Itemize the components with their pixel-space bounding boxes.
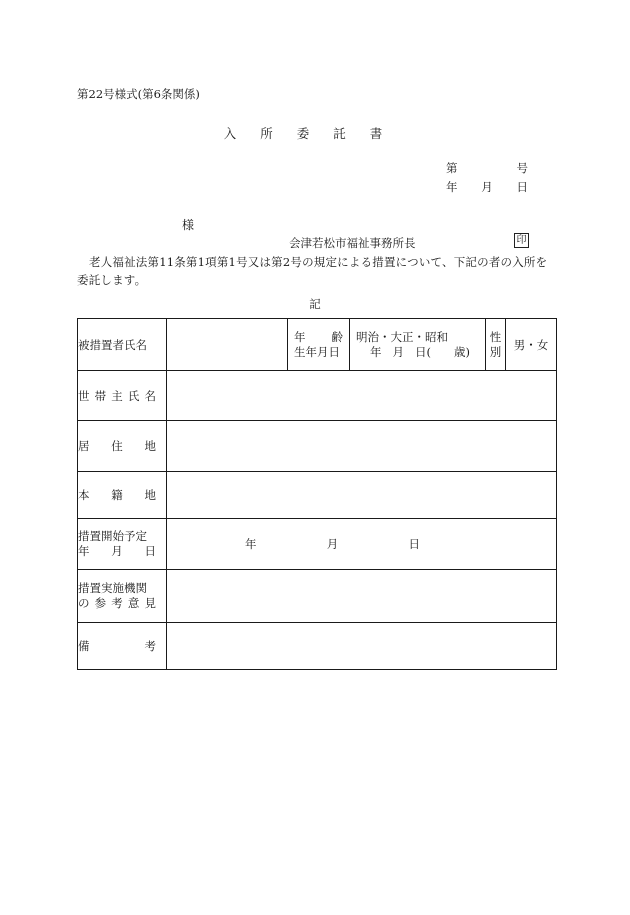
- domicile-label: 本 籍 地: [78, 472, 167, 519]
- doc-date-day: 日: [516, 180, 528, 194]
- remarks-label: 備 考: [78, 623, 167, 670]
- seal-mark: 印: [514, 233, 529, 248]
- addressee-suffix: 様: [182, 218, 195, 232]
- body-text: 老人福祉法第11条第1項第1号又は第2号の規定による措置について、下記の者の入所を委託します。: [77, 255, 548, 287]
- opinion-field[interactable]: [167, 570, 557, 623]
- era-day: 日(: [415, 344, 431, 359]
- birthdate-label: 生年月日: [294, 344, 340, 359]
- document-number: [446, 160, 528, 176]
- age-label-cell: [288, 319, 350, 371]
- table-row: [78, 570, 557, 623]
- table-row: [78, 421, 557, 472]
- sex-options[interactable]: 男・女: [506, 319, 557, 371]
- table-row: [78, 623, 557, 670]
- form-number: 第22号様式(第6条関係): [77, 87, 200, 101]
- doc-date-month: 月: [481, 180, 493, 194]
- name-field[interactable]: [167, 319, 288, 371]
- age-label-b: 齢: [331, 329, 343, 344]
- document-date: [446, 179, 528, 195]
- table-row: [78, 472, 557, 519]
- table-row: [78, 371, 557, 421]
- remarks-field[interactable]: [167, 623, 557, 670]
- table-row: [78, 319, 557, 371]
- start-date-label: 措置開始予定 年 月 日: [78, 519, 167, 570]
- opinion-label: 措置実施機関 の 参 考 意 見: [78, 570, 167, 623]
- age-label-a: 年: [294, 329, 306, 344]
- era-month: 月: [392, 344, 404, 359]
- start-month: 月: [326, 537, 339, 551]
- residence-label: 居 住 地: [78, 421, 167, 472]
- table-row: [78, 519, 557, 570]
- doc-no-prefix: 第: [446, 161, 458, 175]
- start-date-field[interactable]: [167, 519, 557, 570]
- householder-label: 世 帯 主 氏 名: [78, 371, 167, 421]
- doc-no-suffix: 号: [516, 161, 528, 175]
- era-cell[interactable]: [350, 319, 486, 371]
- residence-field[interactable]: [167, 421, 557, 472]
- document-title: 入所委託書: [223, 126, 407, 141]
- era-year: 年: [370, 344, 382, 359]
- sex-label: 性別: [486, 319, 506, 371]
- doc-date-year: 年: [446, 180, 458, 194]
- householder-field[interactable]: [167, 371, 557, 421]
- era-age: 歳): [454, 344, 470, 359]
- name-label: 被措置者氏名: [78, 319, 167, 371]
- entrustment-table: [77, 318, 557, 670]
- issuer-name: 会津若松市福祉事務所長: [289, 236, 416, 250]
- domicile-field[interactable]: [167, 472, 557, 519]
- start-year: 年: [245, 537, 257, 551]
- ki-heading: 記: [309, 297, 321, 311]
- era-options: 明治・大正・昭和: [356, 329, 448, 344]
- start-day: 日: [408, 537, 420, 551]
